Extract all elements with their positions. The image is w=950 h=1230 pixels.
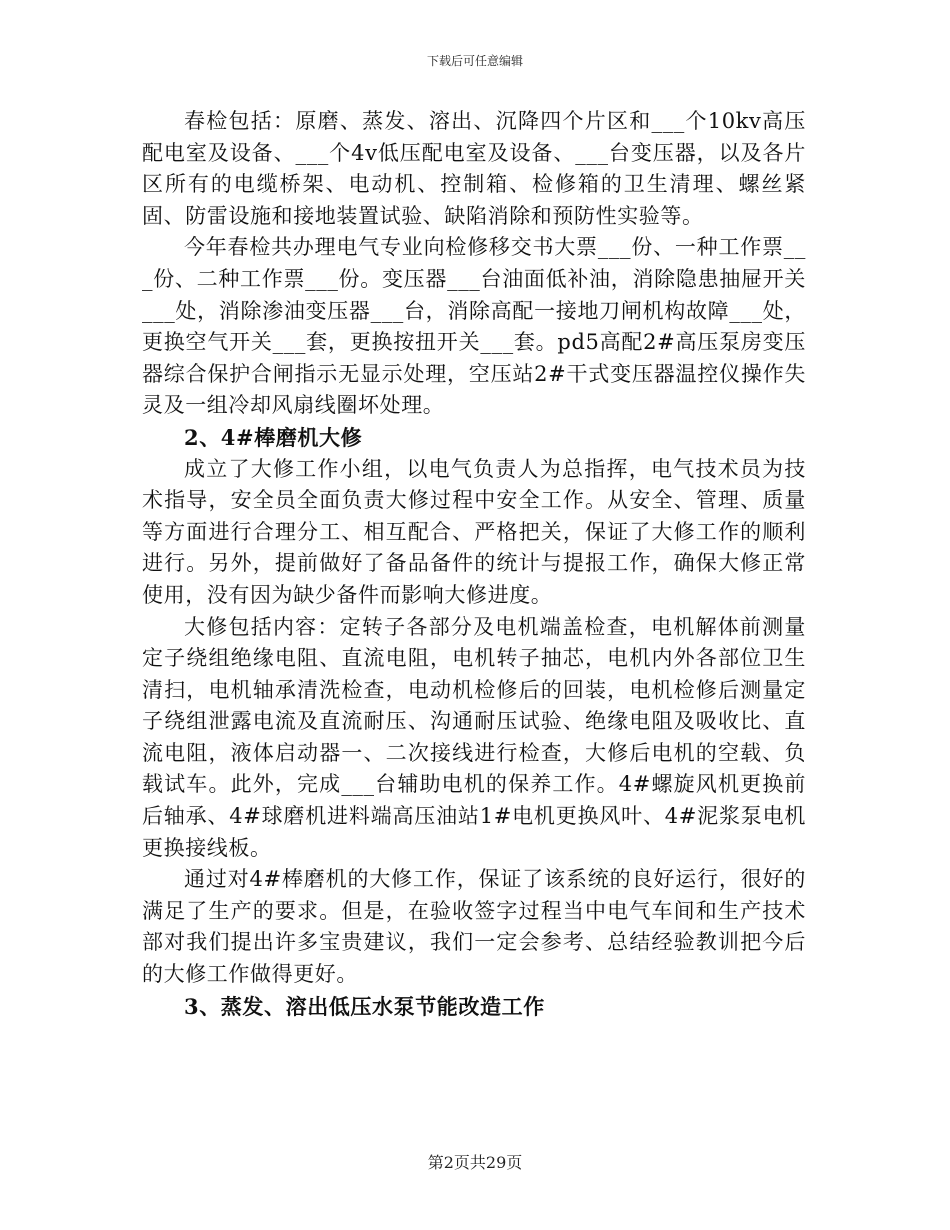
paragraph-overhaul-contents: 大修包括内容：定转子各部分及电机端盖检查，电机解体前测量定子绕组绝缘电阻、直流电阻，电机转子抽芯，电机内外各部位卫生清扫，电机轴承清洗检查，电动机检修后的回装，电机检修后测量定子绕组泄露电流及直流耐压、沟通耐压试验、绝缘电阻及吸收比、直流电阻，液体启动器一、二次接线进行检查，大修后电机的空载、负载试车。此外，完成___台辅助电机的保养工作。4#螺旋风机更换前后轴承、4#球磨机进料端高压油站1#电机更换风叶、4#泥浆泵电机更换接线板。 [142,614,806,860]
section-heading-rod-mill-overhaul: 2、4#棒磨机大修 [184,424,363,450]
document-body [142,106,806,1022]
paragraph-spring-inspection-scope: 春检包括：原磨、蒸发、溶出、沉降四个片区和___个10kv高压配电室及设备、___个4v低压配电室及设备、___台变压器，以及各片区所有的电缆桥架、电动机、控制箱、检修箱的卫生清理、螺丝紧固、防雷设施和接地装置试验、缺陷消除和预防性实验等。 [142,109,806,228]
header-note: 下载后可任意编辑 [426,54,523,68]
paragraph-spring-inspection-results: 今年春检共办理电气专业向检修移交书大票___份、一种工作票___份、二种工作票___份。变压器___台油面低补油，消除隐患抽屉开关___处，消除渗油变压器___台，消除高配一接地刀闸机构故障___处，更换空气开关___套，更换按扭开关___套。pd5高配2#高压泵房变压器综合保护合闸指示无显示处理，空压站2#干式变压器温控仪操作失灵及一组冷却风扇线圈坏处理。 [142,235,806,418]
paragraph-overhaul-team: 成立了大修工作小组，以电气负责人为总指挥，电气技术员为技术指导，安全员全面负责大修过程中安全工作。从安全、管理、质量等方面进行合理分工、相互配合、严格把关，保证了大修工作的顺利进行。另外，提前做好了备品备件的统计与提报工作，确保大修正常使用，没有因为缺少备件而影响大修进度。 [142,456,806,607]
paragraph-overhaul-summary: 通过对4#棒磨机的大修工作，保证了该系统的良好运行，很好的满足了生产的要求。但是，在验收签字过程当中电气车间和生产技术部对我们提出许多宝贵建议，我们一定会参考、总结经验教训把今后的大修工作做得更好。 [142,867,806,987]
page-number: 第2页共29页 [427,1153,523,1172]
section-heading-pump-energy-saving: 3、蒸发、溶出低压水泵节能改造工作 [184,993,545,1019]
